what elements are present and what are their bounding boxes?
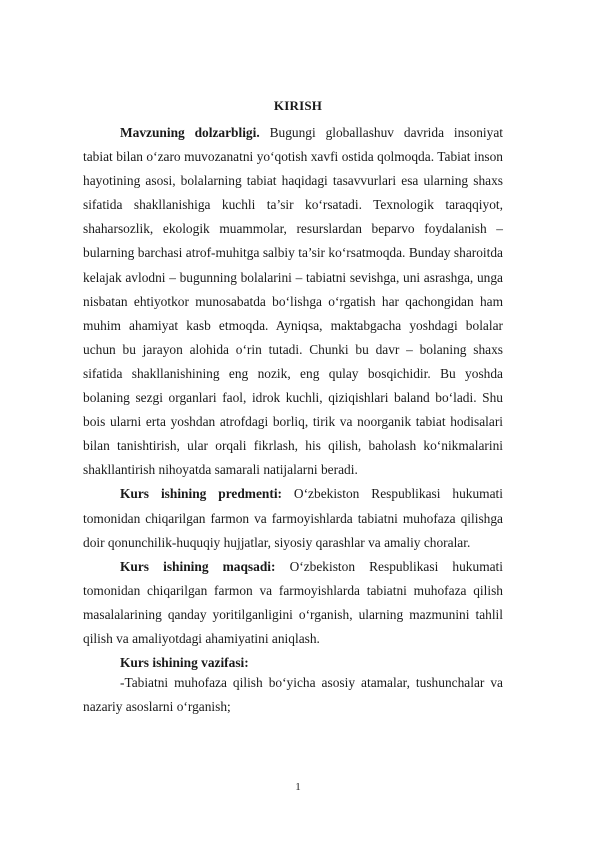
paragraph-text: O‘zbekiston Respublikasi hukumati tomonidan chiqarilgan farmon va farmoyishlarda tabiatni muhofaza qilishga doir qonunchilik-huquqiy hujjatlar, siyosiy qarashlar va amaliy choralar. [83,486,503,550]
paragraph-task-item [83,671,503,719]
section-heading: KIRISH [273,98,323,113]
paragraph-lead: Kurs ishining maqsadi: [120,558,276,574]
paragraph-subject [83,482,503,554]
paragraph-lead: Kurs ishining vazifasi: [120,655,249,671]
paragraph-text: Bugungi globallashuv davrida insoniyat tabiat bilan o‘zaro muvozanatni yo‘qotish xavfi ostida qolmoqda. Tabiat inson hayotining asosi, bolalarning tabiat haqidagi tasavvurlari esa ularning shaxs sifatida shakllanishiga kuchli ta’sir ko‘rsatadi. Texnologik taraqqiyot, shaharsozlik, ekologik muammolar, resurslardan beparvo foydalanish – bularning barchasi atrof-muhitga salbiy ta’sir ko‘rsatmoqda. Bunday sharoitda kelajak avlodni – bugunning bolalarini – tabiatni sevishga, uni asrashga, unga nisbatan ehtiyotkor munosabatda bo‘lishga o‘rgatish har qachongidan ham muhim ahamiyat kasb etmoqda. Ayniqsa, maktabgacha yoshdagi bolalar uchun bu jarayon alohida o‘rin tutadi. Chunki bu davr – bolaning shaxs sifatida shakllanishining eng nozik, eng qulay bosqichidir. Bu yoshda bolaning sezgi organlari faol, idrok kuchli, qiziqishlari baland bo‘ladi. Shu bois ularni erta yoshdan atrofdagi borliq, tirik va noorganik tabiat hodisalari bilan tanishtirish, ular orqali fikrlash, his qilish, baholash ko‘nikmalarini shakllantirish nihoyatda samarali natijalarni beradi. [83,125,503,478]
paragraph-relevance [83,121,503,482]
paragraph-goal [83,555,503,651]
paragraph-text: O‘zbekiston Respublikasi hukumati tomonidan chiqarilgan farmon va farmoyishlarda tabiatni muhofaza qilish masalalarining qanday yoritilganligini o‘rganish, ularning mazmunini tahlil qilish va amaliyotdagi ahamiyatini aniqlash. [83,558,503,646]
paragraph-tasks-heading [83,655,503,671]
body-text [83,121,503,719]
paragraph-lead: Mavzuning dolzarbligi. [120,125,260,140]
page-number: 1 [295,781,301,793]
paragraph-lead: Kurs ishining predmenti: [120,486,282,502]
paragraph-text: -Tabiatni muhofaza qilish bo‘yicha asosiy atamalar, tushunchalar va nazariy asoslarni o‘rganish; [83,675,503,715]
